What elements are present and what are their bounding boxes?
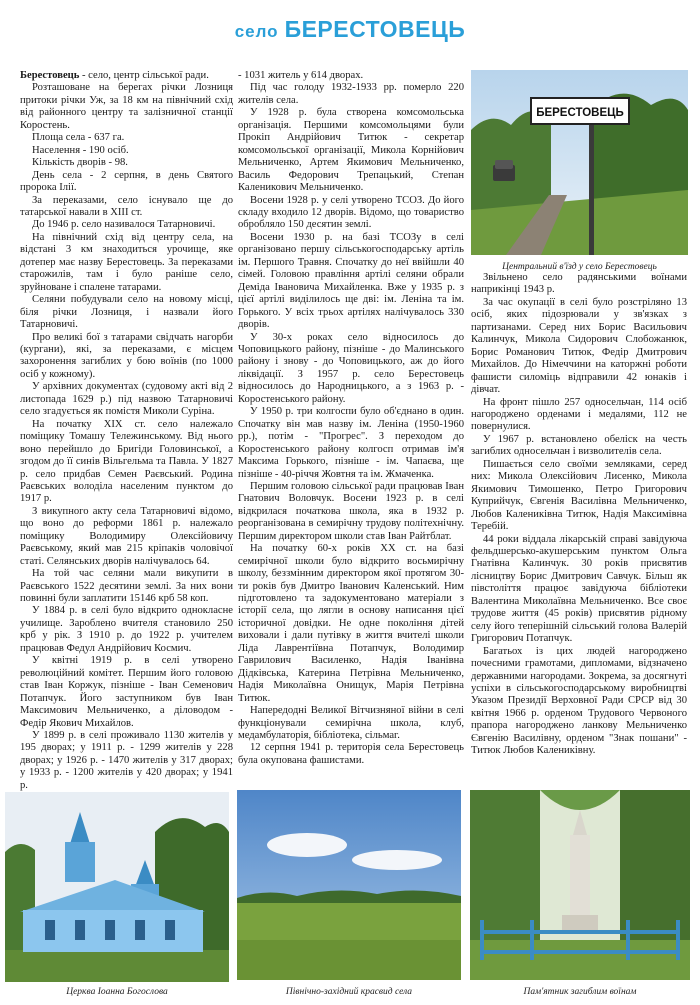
landscape-image <box>237 790 461 980</box>
landscape-caption: Північно-західний красвид села <box>285 987 413 997</box>
paragraph: Кількість дворів - 98. <box>32 157 128 169</box>
paragraph: На північний схід від центру села, на відстані 3 км знаходиться урочище, яке дотепер має назву Берестовець. За переказами старожилів, там і було раніше село, зруйноване і спалене татарами. <box>20 231 233 293</box>
paragraph: Восени 1928 р. у селі утворено ТСОЗ. До його складу входило 12 дворів. Відомо, що товариство обробляло 150 десятин землі. <box>238 194 464 231</box>
text-column-2 <box>238 70 464 767</box>
paragraph: У 1899 р. в селі проживало 1130 жителів у 195 дворах; у 1911 р. - 1299 жителів у 228 дворах; у 1926 р. - 1470 жителів у 317 дворах; у 1933 р. - 1200 жителів у 420 дворах; у 1941 р. <box>20 730 233 791</box>
paragraph: У квітні 1919 р. в селі утворено революційний комітет. Першим його головою став Іван Коржук, пізніше - Іван Семенович Потапчук. Його заступником був Іван Максимович Мельниченко, а діловодом - Федір Якович Михайлов. <box>20 655 233 729</box>
church-caption: Церква Іоанна Богослова <box>66 987 168 997</box>
paragraph: 44 роки віддала лікарській справі завідуюча фельдшерсько-акушерським пунктом Ольга Гнатівна Калинчук. 30 років присвятив лісництву Борис Дмитрович Савчук. Більш як півстоліття працює завідуюча бібліотеки Валентина Миколаївна Мельниченко. Все своє трудове життя (45 років) присвятив рідному селу його теперішній сільський голова Валерій Григорович Потапчук. <box>471 533 687 645</box>
paragraph: У 1967 р. встановлено обеліск на честь загиблих односельчан і визволителів села. <box>471 433 687 458</box>
paragraph: У 30-х роках село відносилось до Чоповицького району, пізніше - до Малинського району і знову - до Чоповицького, аж до його ліквідації. З 1957 р. село Берестовець відносилось до Народницького, а з 1963 р. - Коростенського району. <box>238 331 464 405</box>
text-column-1 <box>20 70 233 792</box>
paragraph: На той час селяни мали викупити в Раєвського 1522 десятини землі. За них вони повинні були заплатити 15146 крб 58 коп. <box>20 568 233 605</box>
sign-text: БЕРЕСТОВЕЦЬ <box>536 107 624 119</box>
paragraph: День села - 2 серпня, в день Святого пророка Ілії. <box>20 169 233 194</box>
paragraph: У архівних документах (судовому акті від 2 листопада 1629 р.) під назвою Татарновичі село згадується як помістя Миколи Суріна. <box>20 381 233 418</box>
paragraph: До 1946 р. село називалося Татарновичі. <box>32 219 216 231</box>
paragraph: У 1928 р. була створена комсомольська організація. Першими комсомольцями були Прокіп Андрійович Титюк - секретар комсомольської організації, Микола Корнійович Мельниченко, Артем Якимович Мельниченко, Василь Федорович Трепацький, Степан Каленикович Мельниченко. <box>238 107 464 194</box>
paragraph: - 1031 житель у 614 дворах. <box>238 70 364 81</box>
entrance-sign-photo <box>471 70 688 255</box>
lead-rest: - село, центр сільської ради. <box>79 70 209 81</box>
paragraph: Селяни побудували село на новому місці, біля річки Лозниця, і назвали його Татарновичі. <box>20 294 233 331</box>
text-column-3 <box>471 272 687 758</box>
paragraph: У 1950 р. три колгоспи було об'єднано в один. Спочатку він мав назву ім. Леніна (1950-1960 рр.), потім - "Прогрес". З переходом до Коростенського району колгосп отримав ім'я Максима Горького, пізніше - ім. Чапаєва, ще пізніше - 40-річчя Жовтня та ім. Жмаченка. <box>238 406 464 480</box>
church-photo <box>5 792 229 982</box>
paragraph: З викупного акту села Татарновичі відомо, що воно до реформи 1861 р. належало поміщику Володимиру Олексійовичу Раєвському, який мав 215 кріпаків чоловічої статі. Селянських дворів налічувалось 64. <box>20 505 233 567</box>
entrance-sign-image <box>471 70 688 255</box>
paragraph: Площа села - 637 га. <box>32 132 125 144</box>
paragraph: 12 серпня 1941 р. територія села Берестовець була окупована фашистами. <box>238 742 464 766</box>
church-image <box>5 792 229 982</box>
paragraph: Розташоване на берегах річки Лозниця притоки річки Уж, за 18 км на північний схід від районного центру та залізничної станції Коростень. <box>20 82 233 131</box>
paragraph: За час окупації в селі було розстріляно 13 осіб, яких підозрювали у зв'язках з партизанами. Серед них Борис Васильович Калинчук, Микола Сидорович Слобожанюк, Борис Романович Титюк, Федір Дмитрович Михайлов. До Німеччини на каторжні роботи фашисти силоміць відправили 42 юнаків і дівчат. <box>471 296 687 396</box>
paragraph: Напередодні Великої Вітчизняної війни в селі функціонували семирічна школа, клуб, медамбулаторія, бібліотека, сільмаг. <box>238 705 464 742</box>
lead-village-name: Берестовець <box>20 70 80 81</box>
paragraph: У 1884 р. в селі було відкрито однокласне училище. Зароблено вчителя становило 250 крб у рік. З 1910 р. до 1922 р. учителем працював Федул Андрійович Космич. <box>20 605 233 654</box>
title-village-name: БЕРЕСТОВЕЦЬ <box>284 16 466 42</box>
monument-photo <box>470 790 690 980</box>
paragraph: Про великі бої з татарами свідчать нагорби (кургани), які, за переказами, є місцем захоронення загиблих у бою воїнів (по 1000 осіб у кожному). <box>20 331 233 380</box>
title-prefix: село <box>234 22 279 41</box>
paragraph: Під час голоду 1932-1933 рр. померло 220 жителів села. <box>238 82 464 106</box>
paragraph: Пишається село своїми земляками, серед них: Микола Олексійович Лисенко, Микола Якимович Тимошенко, Петро Григорович Куприйчук, Євгенія Василівна Мельниченко, Любов Калениківна Титюк, Надія Максимівна Теребій. <box>471 458 687 533</box>
paragraph: Звільнено село радянськими воїнами наприкінці 1943 р. <box>471 272 687 296</box>
paragraph: За переказами, село існувало ще до татарської навали в XIII ст. <box>20 194 233 218</box>
paragraph: На фронт пішло 257 односельчан, 114 осіб нагороджено орденами і медалями, 112 не повернулися. <box>471 396 687 433</box>
monument-image <box>470 790 690 980</box>
paragraph: На початку XIX ст. село належало поміщику Томашу Тележинському. Від нього воно перейшло до Бригіди Головинської, а згодом до її синів Вільгельма та Павла. У 1827 р. село придбав Семен Раєвський. Родина Раєвських володіла населеним пунктом до 1917 р. <box>20 418 233 505</box>
paragraph: Восени 1930 р. на базі ТСОЗу в селі організовано першу сільськогосподарську артіль ім. Першого Травня. Спочатку до неї ввійшли 40 сімей. Головою правління артілі селяни обрали Деміда Івановича Михайленка. Вже у 1935 р. з цієї артілі виділилось ще дві: ім. Леніна та ім. Горького. У всіх трьох артілях налічувалось 330 дворів. <box>238 231 464 331</box>
paragraph: На початку 60-х років XX ст. на базі семирічної школи було відкрито восьмирічну школу, беззмінним директором якої протягом 30-ти років був Дмитро Іванович Каленський. Ним підготовлено та задокументовано матеріали з історії села, що лягли в основу написання цієї історичної довідки. Не одне покоління дітей виховали і дали путівку в життя вчителі школи Ліда Лаврентіївна Потапчук, Володимир Гаврилович Василенко, Надія Іванівна Дідківська, Катерина Петрівна Мельниченко, Надія Миколаївна Онищук, Марія Петрівна Титюк. <box>238 543 464 704</box>
landscape-photo <box>237 790 461 980</box>
monument-caption: Пам'ятник загиблим воїнам <box>523 987 637 997</box>
paragraph: Багатьох із цих людей нагороджено почесними грамотами, дипломами, відзначено державними нагородами. Зокрема, за досягнуті успіхи в сільськогосподарському виробництві Указом Президії Верховної Ради СРСР від 30 квітня 1966 р. орденом Трудового Червоного прапора нагороджено ланкову Мельниченко Євгенію Василівну, орденом "Знак пошани" - Титюк Любов Калениківну. <box>471 645 687 757</box>
entrance-caption: Центральний в'їзд у село Берестовець <box>502 262 657 272</box>
paragraph: Першим головою сільської ради працював Іван Гнатович Воловчук. Восени 1923 р. в селі відкрилася початкова школа, яка в 1932 р. реорганізована в семирічну трудову політехнічну. Першим директором школи став Іван Райтблат. <box>238 480 464 542</box>
paragraph: Населення - 190 осіб. <box>32 144 129 156</box>
lead-paragraph <box>20 70 233 82</box>
page-title <box>0 16 700 43</box>
